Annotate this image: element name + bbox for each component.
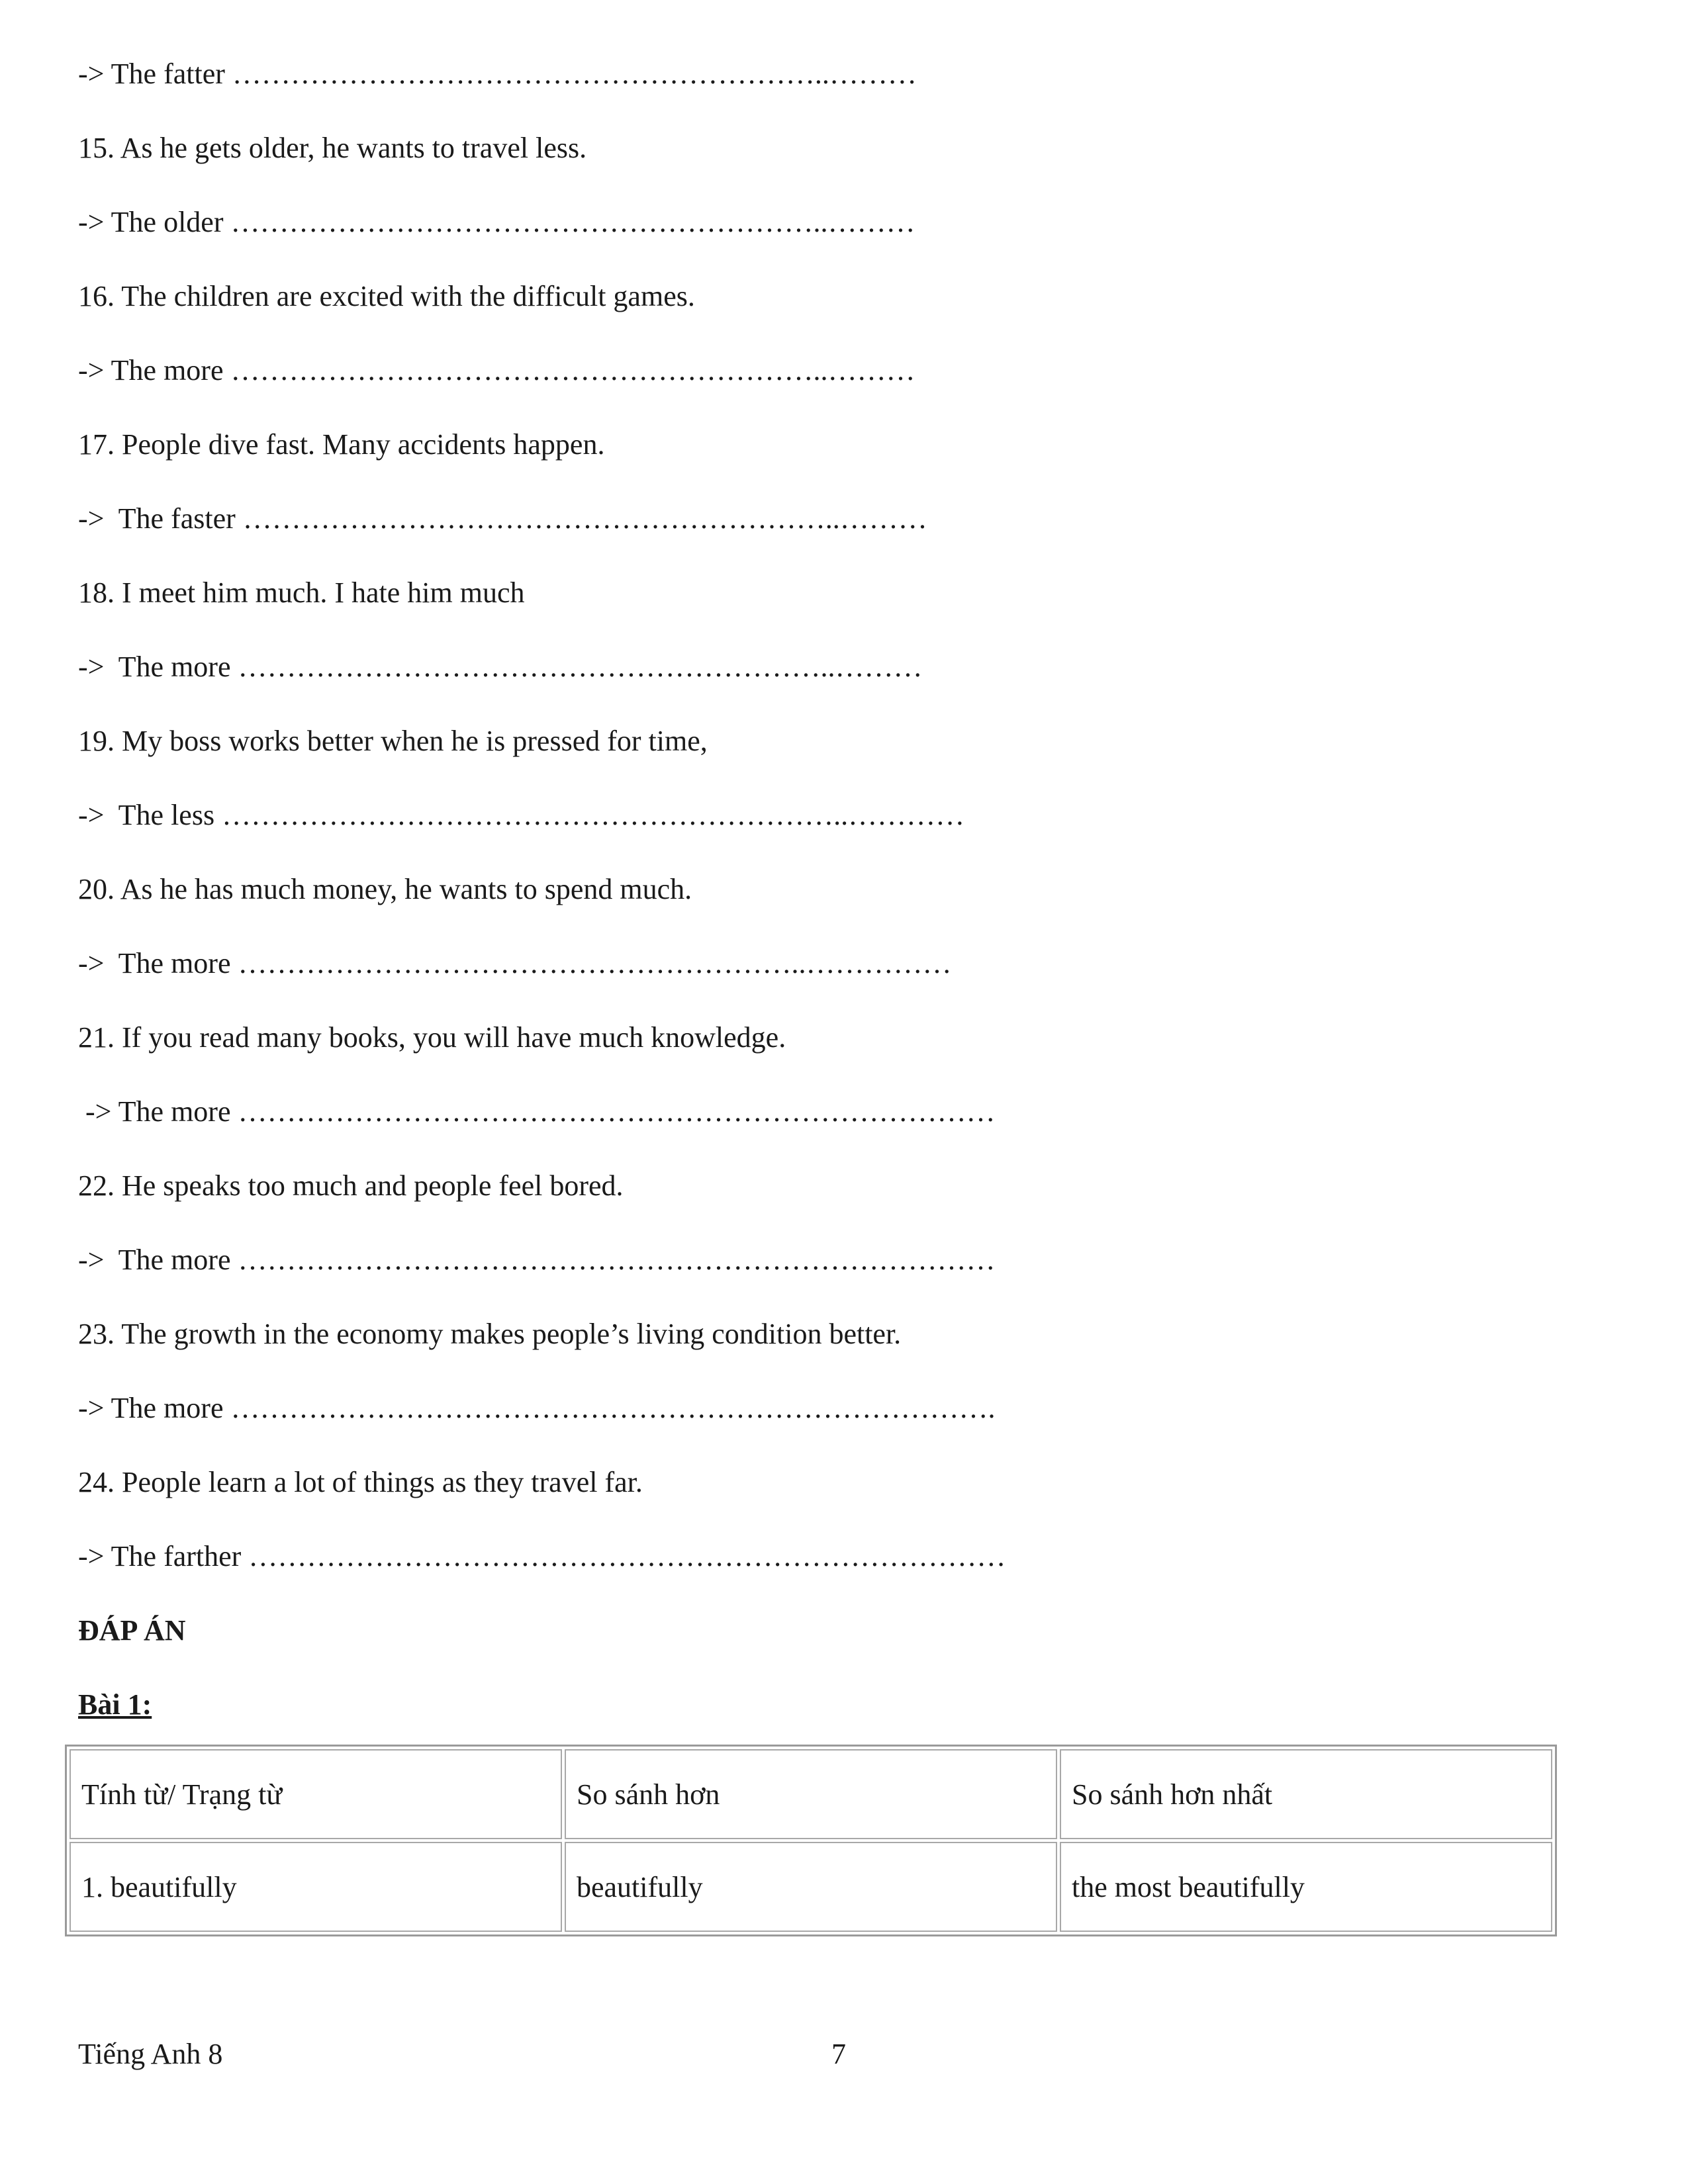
answer-line-14: -> The fatter ……………………………………………………..………: [78, 58, 917, 90]
answer-line-16: -> The more ……………………………………………………..………: [78, 354, 915, 387]
answer-line-21: -> The more ……………………………………………………………………: [78, 1095, 996, 1128]
page-number: 7: [831, 2038, 846, 2070]
table-header-row: [70, 1749, 1552, 1839]
cell-comparative: beautifully: [565, 1842, 1057, 1932]
question-23: 23. The growth in the economy makes people’s living condition better.: [78, 1318, 902, 1350]
answer-line-19: -> The less ………………………………………………………..…………: [78, 799, 965, 831]
header-adjective-adverb: Tính từ/ Trạng từ: [70, 1749, 562, 1839]
cell-superlative: the most beautifully: [1060, 1842, 1552, 1932]
answers-heading: ĐÁP ÁN: [78, 1614, 186, 1647]
question-18: 18. I meet him much. I hate him much: [78, 576, 525, 609]
question-17: 17. People dive fast. Many accidents happen.: [78, 428, 605, 461]
header-superlative: So sánh hơn nhất: [1060, 1749, 1552, 1839]
answer-line-15: -> The older ……………………………………………………..………: [78, 206, 915, 238]
question-22: 22. He speaks too much and people feel bored.: [78, 1169, 624, 1202]
question-20: 20. As he has much money, he wants to spend much.: [78, 873, 692, 905]
question-16: 16. The children are excited with the difficult games.: [78, 280, 695, 312]
footer-title: Tiếng Anh 8: [78, 2038, 223, 2070]
answer-table: [65, 1745, 1557, 1936]
header-comparative: So sánh hơn: [565, 1749, 1057, 1839]
question-24: 24. People learn a lot of things as they travel far.: [78, 1466, 643, 1498]
question-21: 21. If you read many books, you will have much knowledge.: [78, 1021, 786, 1054]
cell-word: 1. beautifully: [70, 1842, 562, 1932]
table-row: [70, 1842, 1552, 1932]
section-title: Bài 1:: [78, 1688, 152, 1721]
answer-line-24: -> The farther ……………………………………………………………………: [78, 1540, 1006, 1572]
question-15: 15. As he gets older, he wants to travel less.: [78, 132, 587, 164]
answer-line-22: -> The more ……………………………………………………………………: [78, 1244, 996, 1276]
answer-line-17: -> The faster ……………………………………………………..………: [78, 502, 927, 535]
question-19: 19. My boss works better when he is pressed for time,: [78, 725, 708, 757]
answer-line-20: -> The more …………………………………………………..……………: [78, 947, 952, 979]
answer-line-23: -> The more …………………………………………………………………….: [78, 1392, 996, 1424]
answer-line-18: -> The more ……………………………………………………..………: [78, 651, 923, 683]
